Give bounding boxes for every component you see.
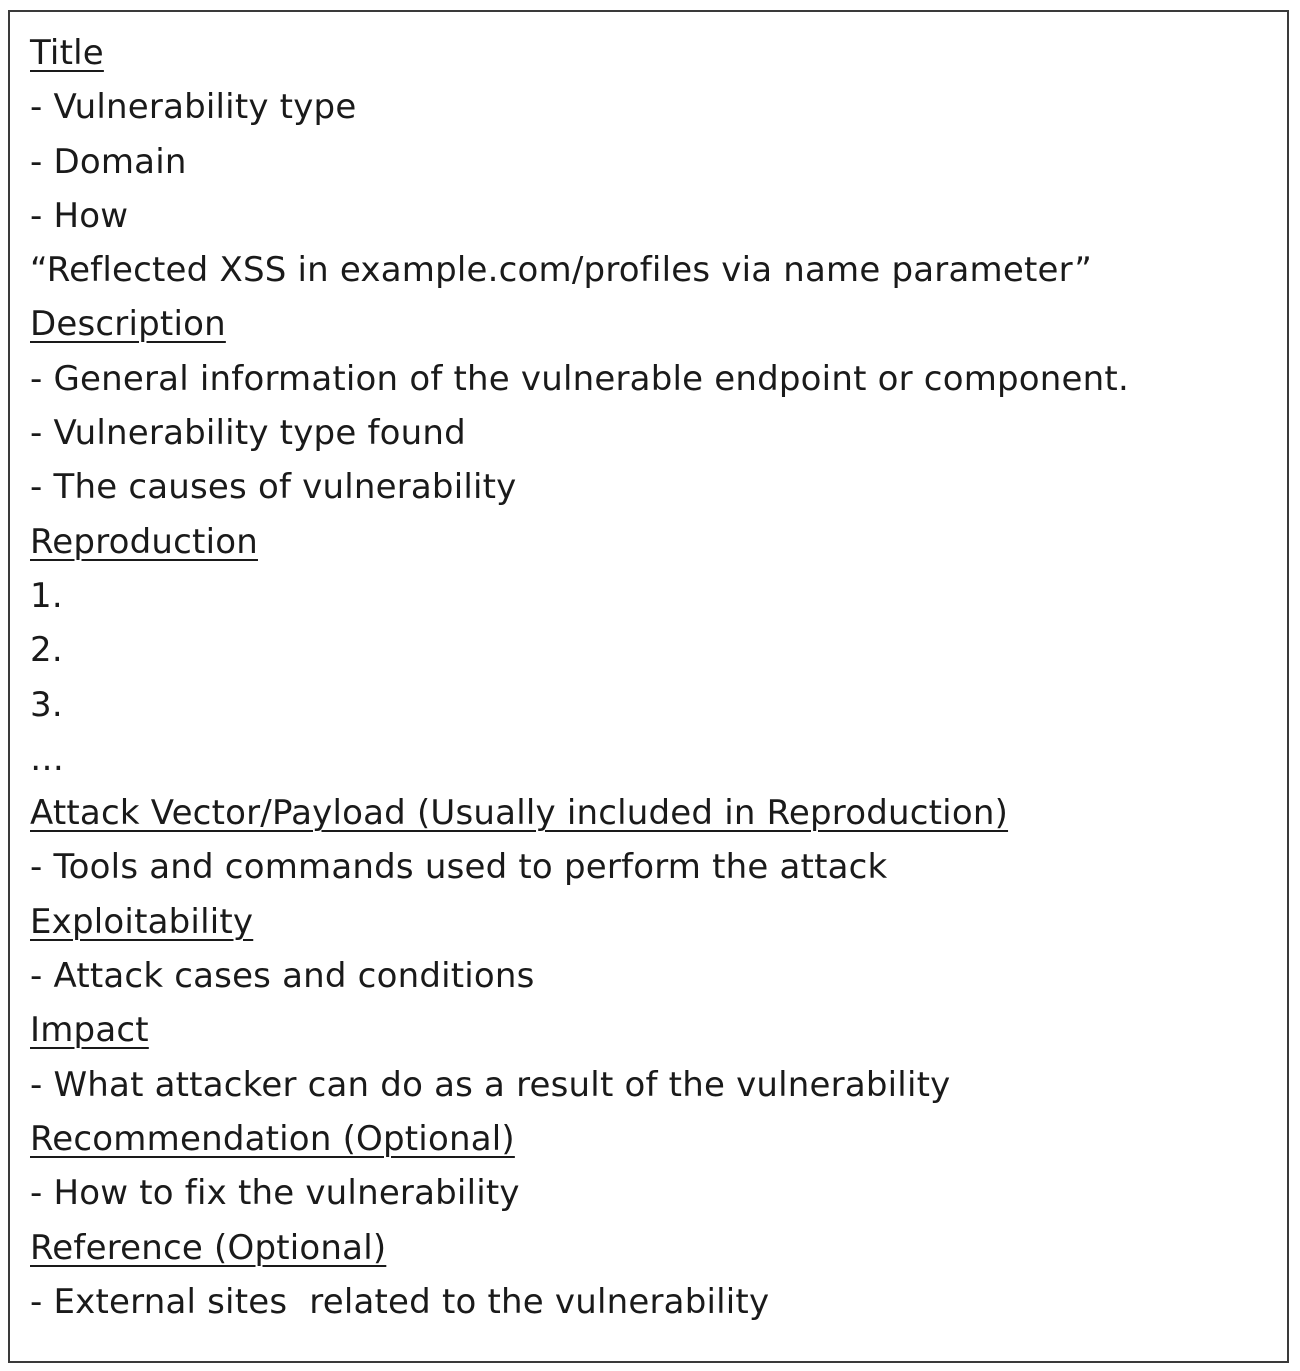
section-heading: Impact [30,1010,149,1051]
template-line: - Vulnerability type found [30,413,466,454]
template-line: “Reflected XSS in example.com/profiles via name parameter” [30,250,1093,291]
section-heading: Reference (Optional) [30,1227,387,1268]
template-line: … [30,738,65,779]
section-heading: Recommendation (Optional) [30,1118,515,1159]
template-line: - Domain [30,141,187,182]
template-line: - Vulnerability type [30,87,357,128]
template-line: - Attack cases and conditions [30,956,535,997]
template-line: - Tools and commands used to perform the attack [30,847,888,888]
template-line: - External sites related to the vulnerability [30,1281,770,1322]
section-heading: Reproduction [30,521,258,562]
template-line: 1. [30,575,63,616]
template-line: - What attacker can do as a result of the vulnerability [30,1064,951,1105]
template-line: - How [30,195,129,236]
section-heading: Description [30,304,226,345]
report-template-lines [30,26,1129,1329]
template-line: - The causes of vulnerability [30,467,517,508]
template-line: 2. [30,630,63,671]
section-heading: Title [30,33,104,73]
template-line: - How to fix the vulnerability [30,1173,520,1214]
section-heading: Attack Vector/Payload (Usually included in Reproduction) [30,793,1009,834]
section-heading: Exploitability [30,901,254,942]
template-line: - General information of the vulnerable endpoint or component. [30,358,1129,399]
template-line: 3. [30,684,63,725]
report-template-box [8,10,1289,1363]
